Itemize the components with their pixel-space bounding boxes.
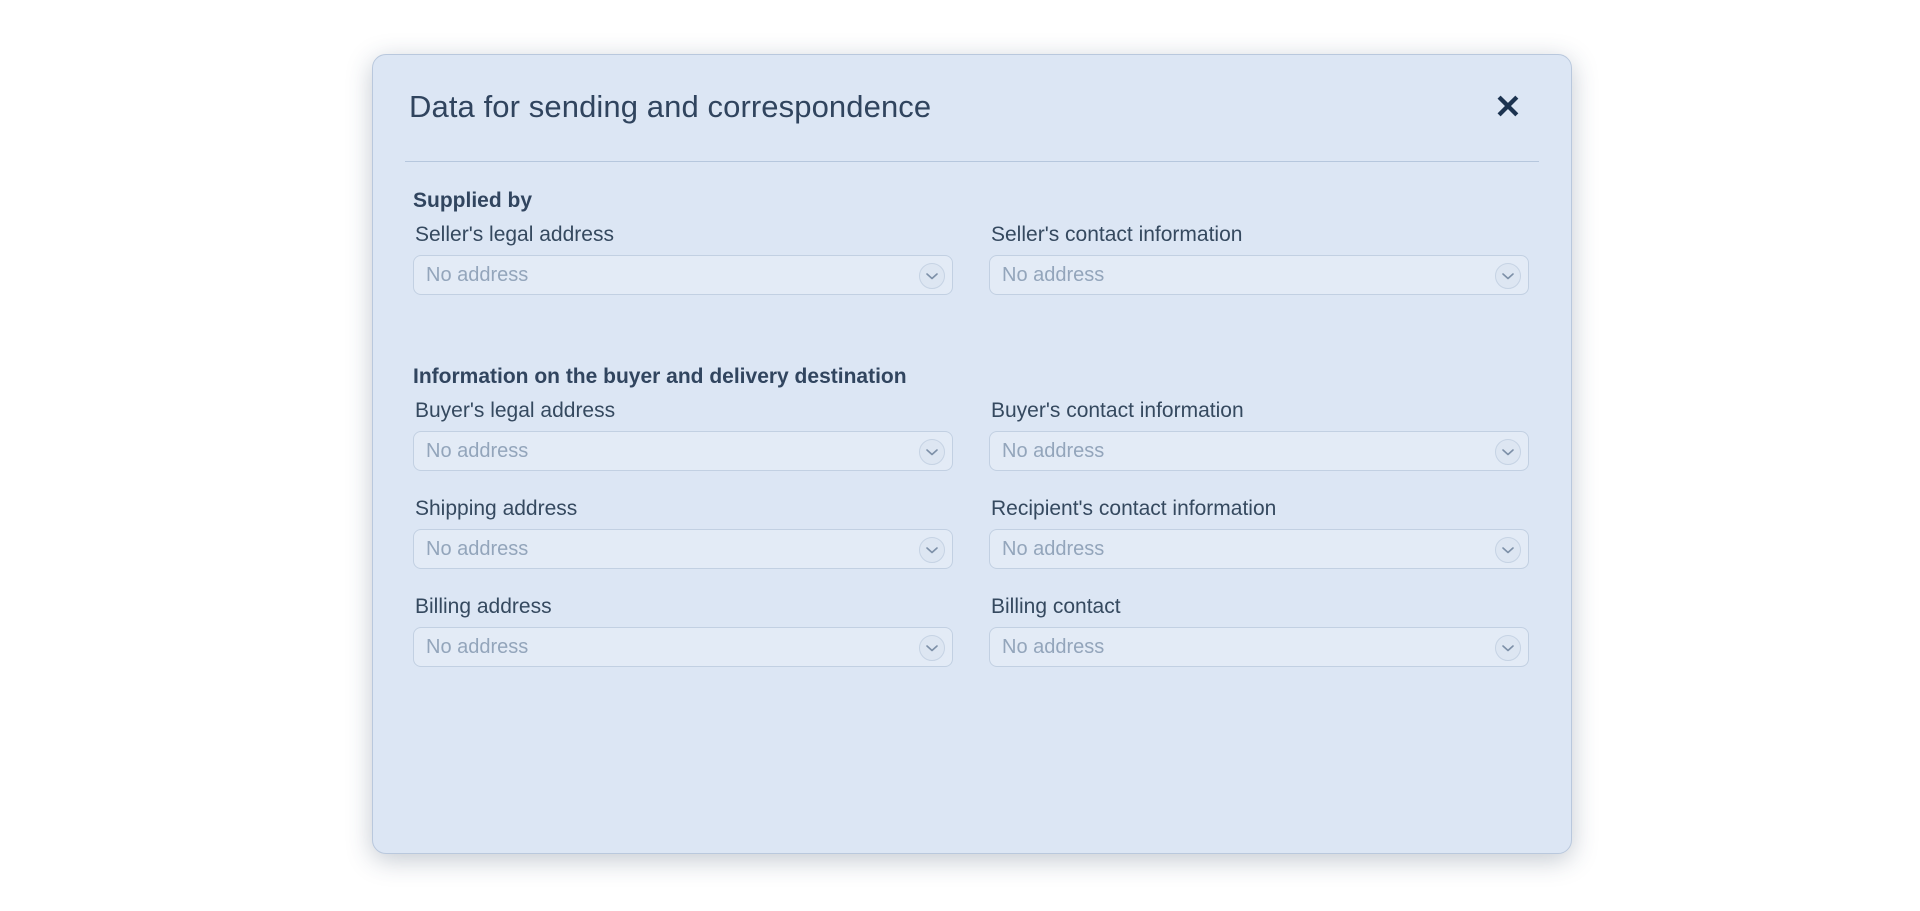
close-icon[interactable]: ✕	[1485, 85, 1531, 129]
buyers-contact-information-select[interactable]: No address	[989, 431, 1529, 471]
select-wrapper	[989, 431, 1529, 471]
buyers-legal-address-select[interactable]: No address	[413, 431, 953, 471]
sellers-contact-information-select[interactable]: No address	[989, 255, 1529, 295]
field-label: Buyer's contact information	[991, 399, 1244, 422]
field-sellers-legal-address	[413, 223, 953, 295]
field-label: Shipping address	[415, 497, 578, 520]
select-wrapper	[413, 529, 953, 569]
field-column-right	[989, 399, 1529, 693]
dialog-header	[373, 55, 1571, 163]
field-shipping-address	[413, 497, 953, 569]
data-for-sending-dialog	[372, 54, 1572, 854]
sellers-legal-address-select[interactable]: No address	[413, 255, 953, 295]
select-wrapper	[413, 255, 953, 295]
field-column-right	[989, 223, 1529, 321]
field-label: Buyer's legal address	[415, 399, 616, 422]
field-sellers-contact-information	[989, 223, 1529, 295]
select-wrapper	[989, 255, 1529, 295]
field-buyers-contact-information	[989, 399, 1529, 471]
field-billing-contact	[989, 595, 1529, 667]
select-wrapper	[989, 529, 1529, 569]
field-label: Seller's legal address	[415, 223, 614, 246]
section-title-buyer-delivery: Information on the buyer and delivery destination	[413, 365, 907, 388]
select-wrapper	[989, 627, 1529, 667]
field-label: Billing address	[415, 595, 552, 618]
field-column-left	[413, 223, 953, 321]
supplied-by-field-grid	[413, 223, 1531, 321]
field-label: Billing contact	[991, 595, 1121, 618]
recipients-contact-information-select[interactable]: No address	[989, 529, 1529, 569]
field-label: Seller's contact information	[991, 223, 1243, 246]
dialog-body	[373, 189, 1571, 693]
field-buyers-legal-address	[413, 399, 953, 471]
billing-address-select[interactable]: No address	[413, 627, 953, 667]
field-billing-address	[413, 595, 953, 667]
section-title-supplied-by: Supplied by	[413, 189, 533, 212]
buyer-field-grid-row1	[413, 399, 1531, 693]
field-label: Recipient's contact information	[991, 497, 1277, 520]
page-title: Data for sending and correspondence	[409, 89, 932, 124]
header-divider	[405, 161, 1539, 162]
shipping-address-select[interactable]: No address	[413, 529, 953, 569]
select-wrapper	[413, 431, 953, 471]
field-recipients-contact-information	[989, 497, 1529, 569]
field-column-left	[413, 399, 953, 693]
select-wrapper	[413, 627, 953, 667]
billing-contact-select[interactable]: No address	[989, 627, 1529, 667]
